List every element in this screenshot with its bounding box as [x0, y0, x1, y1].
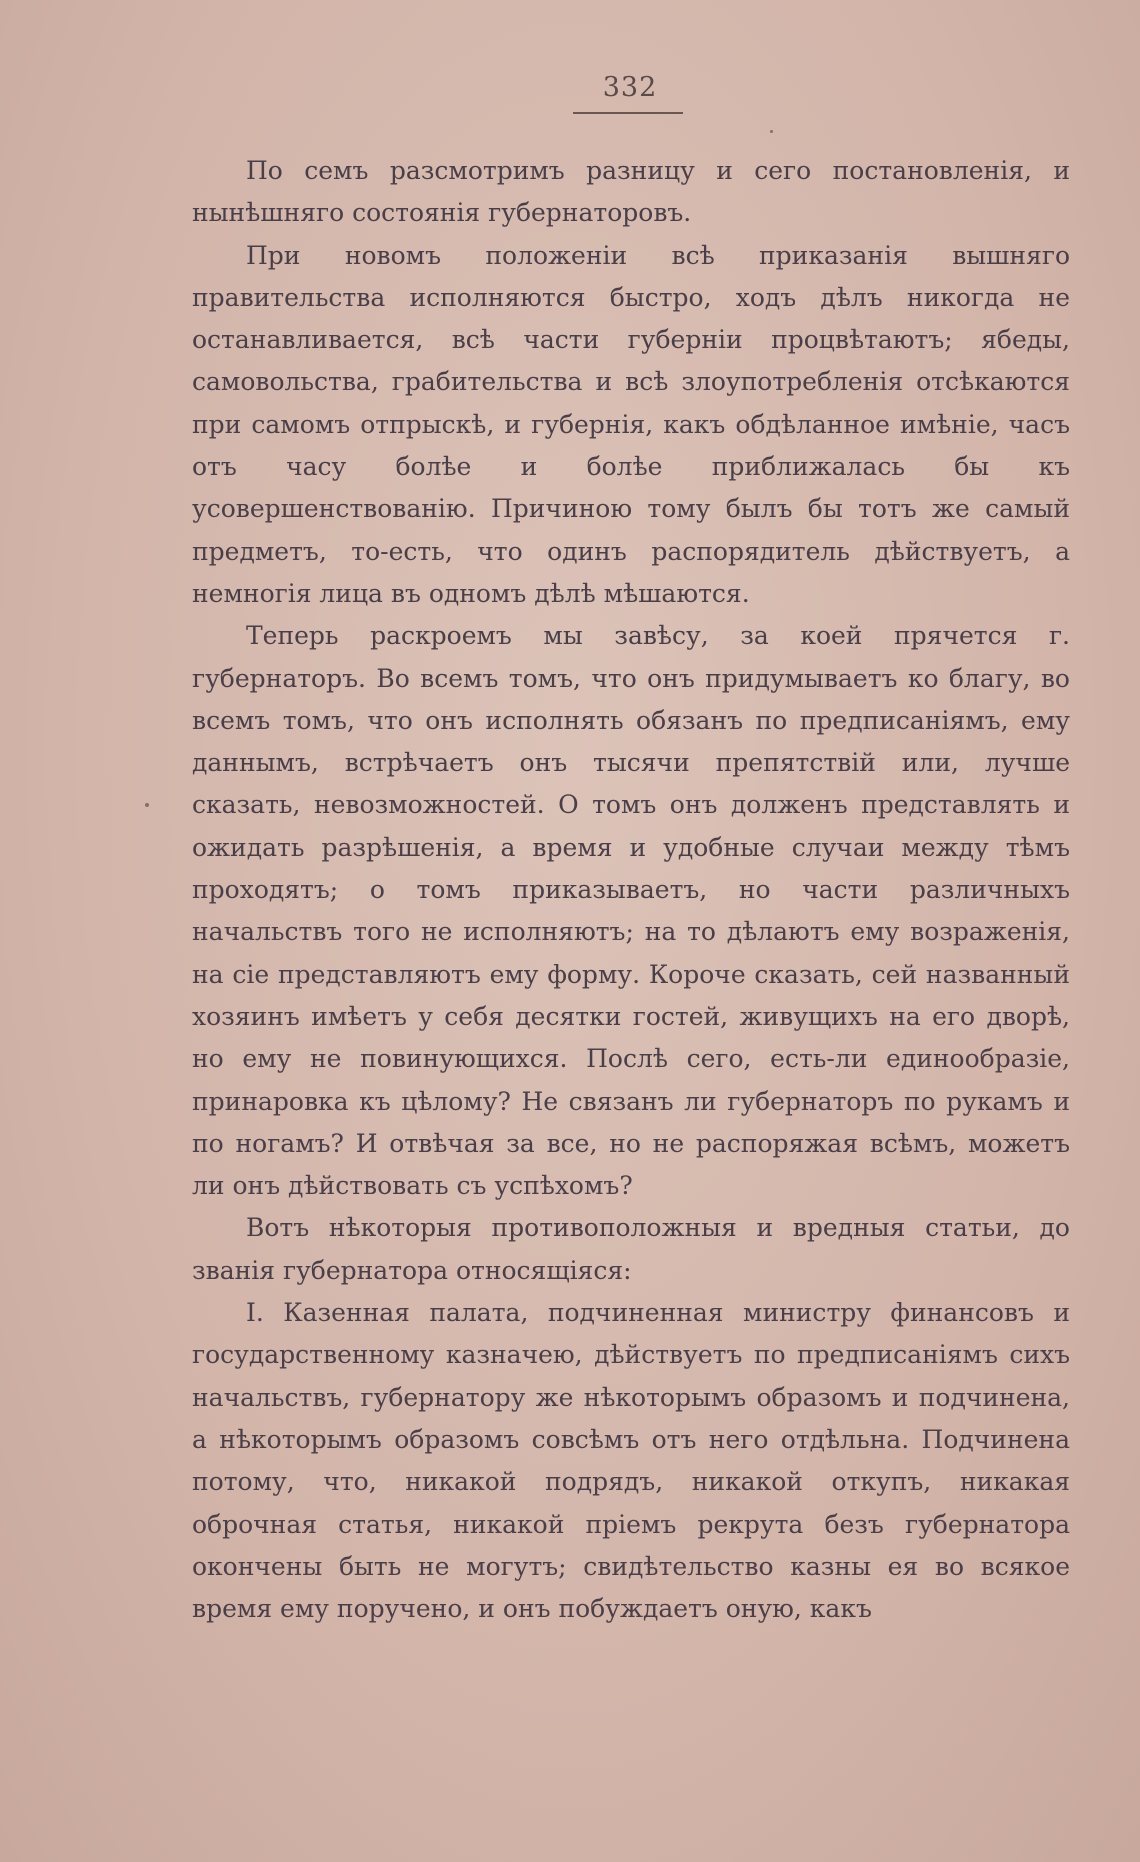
paper-speck — [145, 803, 149, 807]
paragraph-3: Теперь раскроемъ мы завѣсу, за коей прячется г. губернаторъ. Во всемъ томъ, что онъ придумываетъ ко благу, во всемъ томъ, что онъ исполнять обязанъ по предписаніямъ, ему даннымъ, встрѣчаетъ онъ тысячи препятствій или, лучше сказать, невозможностей. О томъ онъ долженъ представлять и ожидать разрѣшенія, а время и удобные случаи между тѣмъ проходятъ; о томъ приказываетъ, но части различныхъ начальствъ того не исполняютъ; на то дѣлаютъ ему возраженія, на сіе представляютъ ему форму. Короче сказать, сей названный хозяинъ имѣетъ у себя десятки гостей, живущихъ на его дворѣ, но ему не повинующихся. Послѣ сего, есть-ли единообразіе, принаровка къ цѣлому? Не связанъ ли губернаторъ по рукамъ и по ногамъ? И отвѣчая за все, но не распоряжая всѣмъ, можетъ ли онъ дѣйствовать съ успѣхомъ? — [192, 621, 1070, 1201]
paper-speck — [770, 130, 773, 133]
paragraph-4: Вотъ нѣкоторыя противоположныя и вредныя статьи, до званія губернатора относящіяся: — [192, 1213, 1070, 1285]
page-number: 332 — [602, 72, 658, 103]
paragraph-2: При новомъ положеніи всѣ приказанія вышняго правительства исполняются быстро, ходъ дѣлъ никогда не останавливается, всѣ части губерніи процвѣтаютъ; ябеды, самовольства, грабительства и всѣ злоупотребленія отсѣкаются при самомъ отпрыскѣ, и губернія, какъ обдѣланное имѣніе, часъ отъ часу болѣе и болѣе приближалась бы къ усовершенствованію. Причиною тому былъ бы тотъ же самый предметъ, то-есть, что одинъ распорядитель дѣйствуетъ, а немногія лица въ одномъ дѣлѣ мѣшаются. — [192, 240, 1070, 608]
page-number-rule — [573, 112, 683, 114]
paragraph-1: По семъ разсмотримъ разницу и сего постановленія, и нынѣшняго состоянія губернаторовъ. — [192, 156, 1070, 228]
body-text — [192, 150, 1070, 1630]
paragraph-5: I. Казенная палата, подчиненная министру финансовъ и государственному казначею, дѣйствуетъ по предписаніямъ сихъ начальствъ, губернатору же нѣкоторымъ образомъ и подчинена, а нѣкоторымъ образомъ совсѣмъ отъ него отдѣльна. Подчинена потому, что, никакой подрядъ, никакой откупъ, никакая оброчная статья, никакой пріемъ рекрута безъ губернатора окончены быть не могутъ; свидѣтельство казны ея во всякое время ему поручено, и онъ побуждаетъ оную, какъ — [192, 1298, 1070, 1624]
